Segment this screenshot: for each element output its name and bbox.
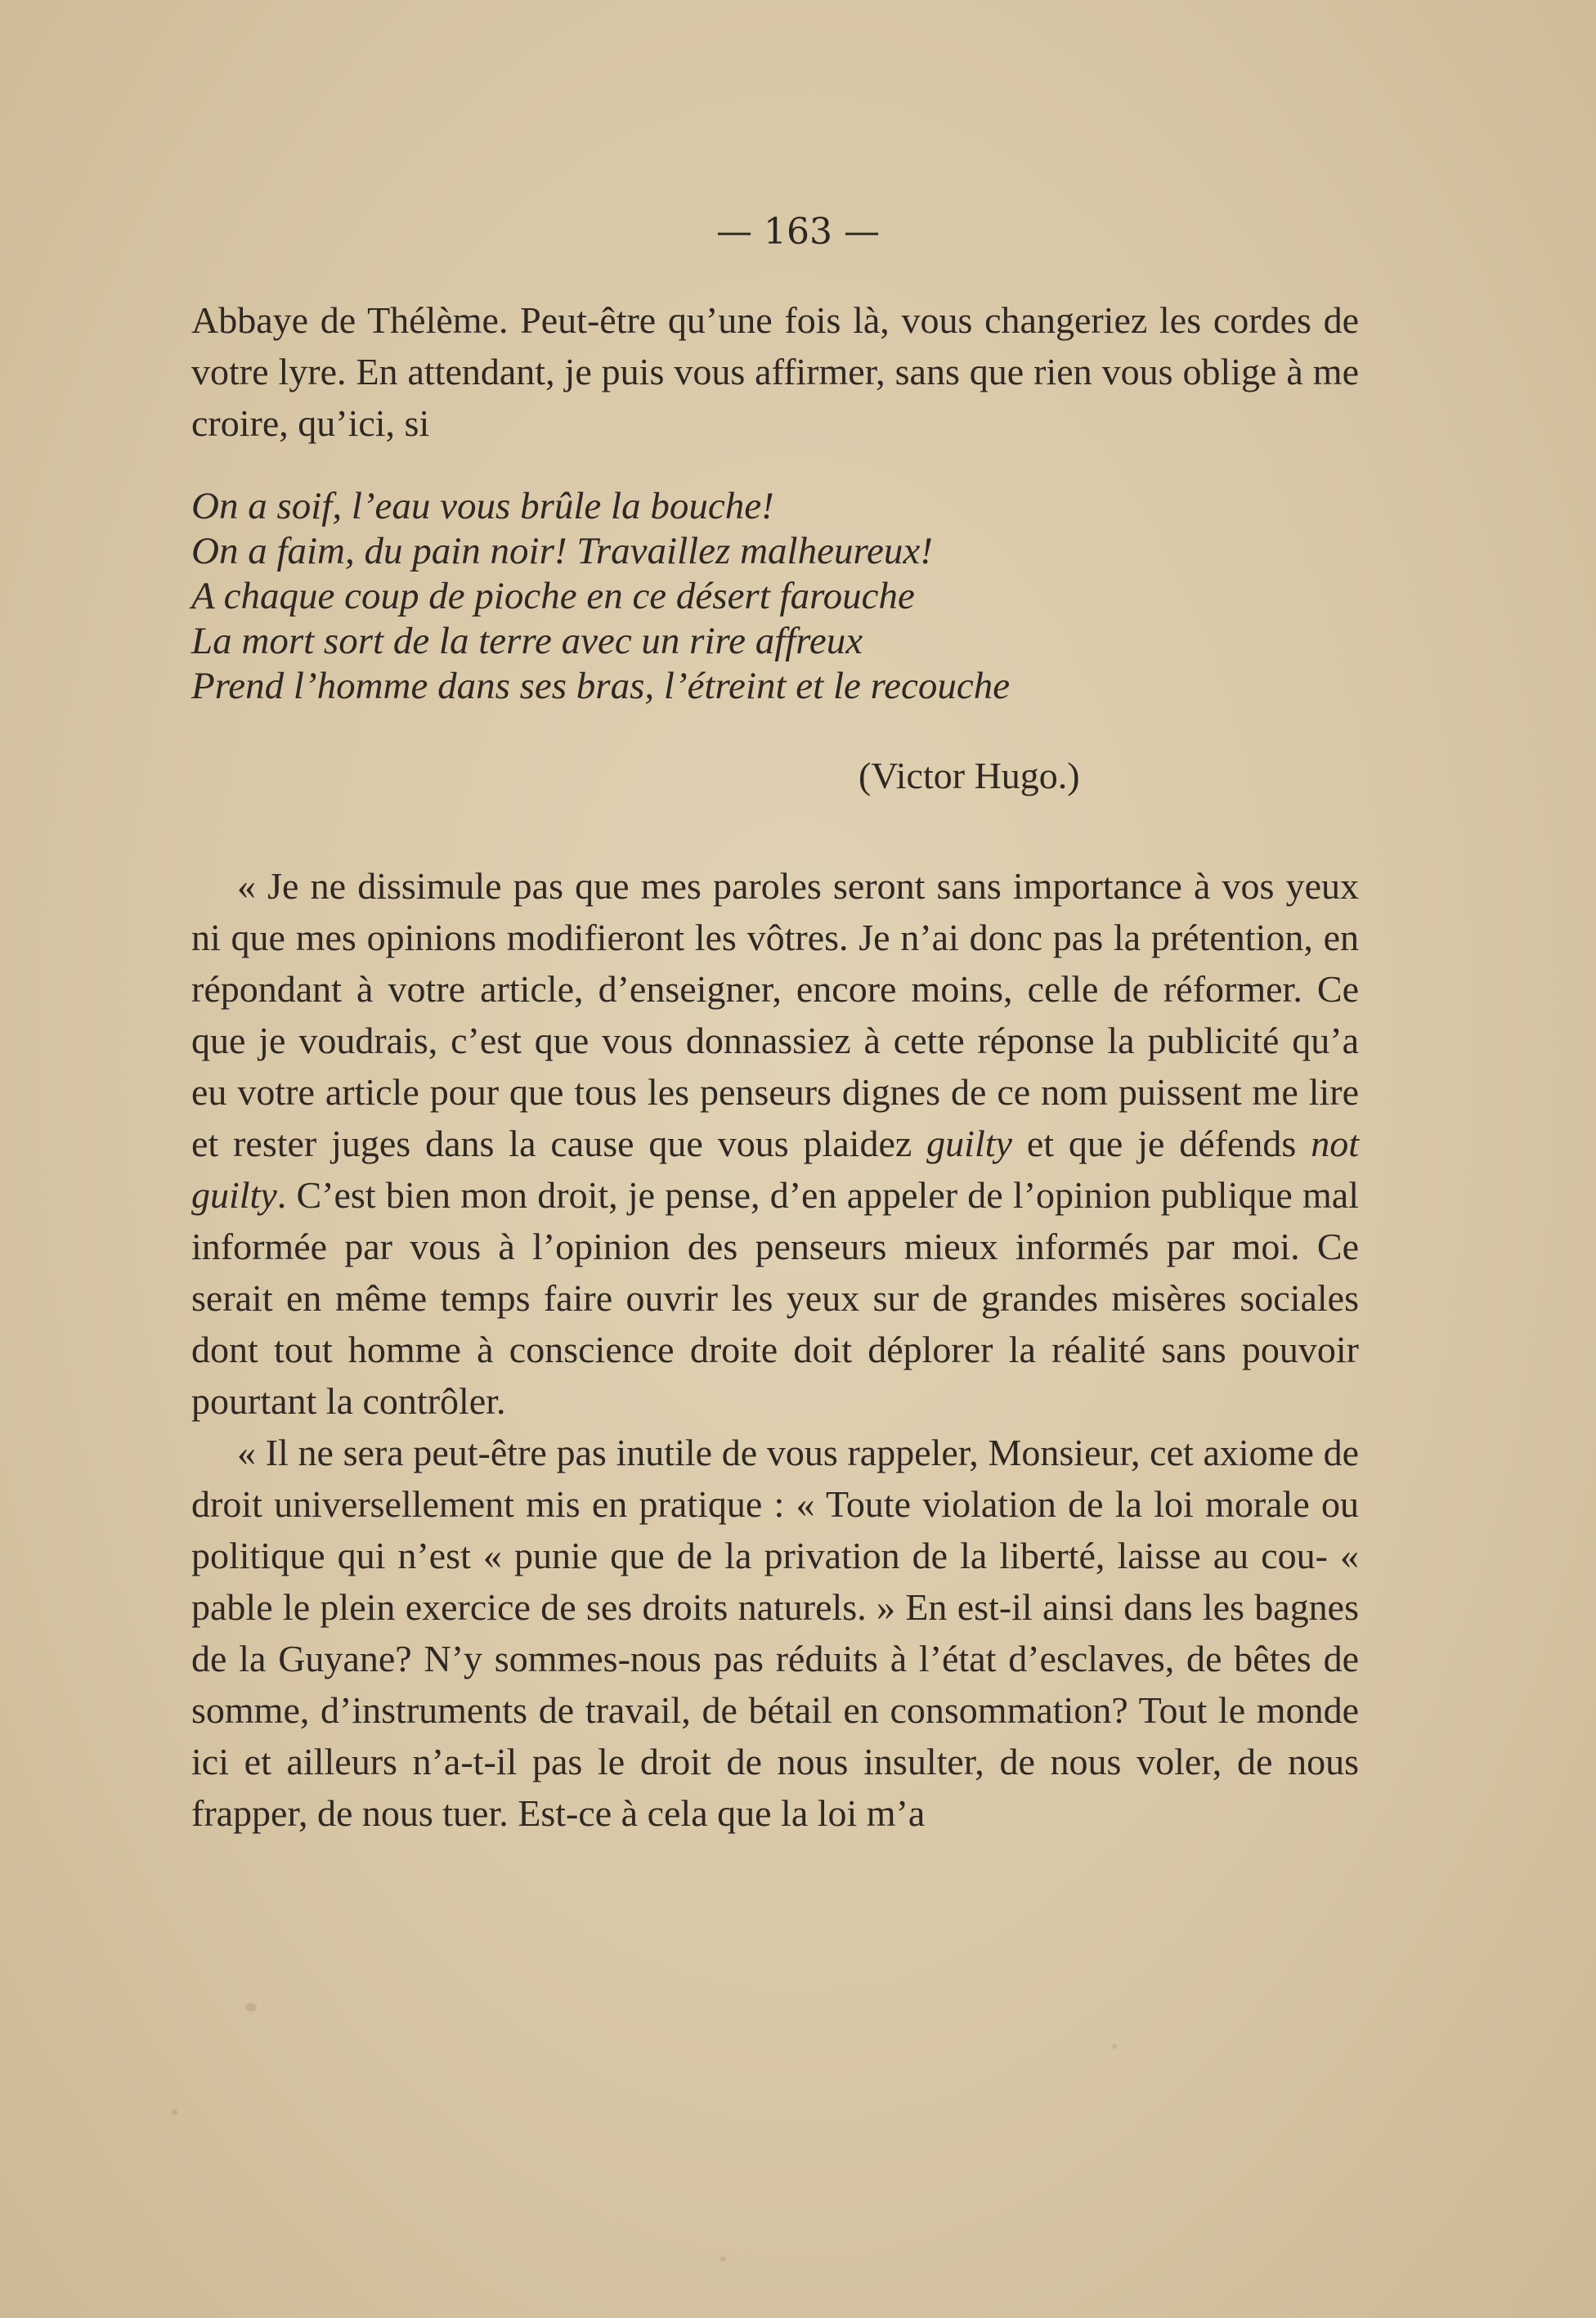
emphasis-guilty: guilty: [926, 1123, 1012, 1164]
paper-stain: [720, 2257, 726, 2262]
poem-line: Prend l’homme dans ses bras, l’étreint et le recouche: [191, 665, 1011, 707]
paper-stain: [172, 2110, 177, 2115]
paragraph-text: « Je ne dissimule pas que mes paroles seront sans importance à vos yeux ni que mes opinions modifieront les vôtres. Je n’ai donc pas la prétention, en répondant à votre article, d’enseigner, encore moins, celle de réformer. Ce que je voudrais, c’est que vous donnassiez à cette réponse la publicité qu’a eu votre article pour que tous les penseurs dignes de ce nom puissent me lire et rester juges dans la cause que vous plaidez: [191, 865, 1359, 1164]
paper-stain: [245, 2003, 257, 2011]
poem-quotation: [191, 484, 1359, 709]
paper-stain: [1112, 2044, 1117, 2049]
intro-paragraph: [191, 294, 1359, 449]
poem-attribution: (Victor Hugo.): [859, 755, 1080, 796]
paragraph-text: . C’est bien mon droit, je pense, d’en appeler de l’opinion publique mal informée par vous à l’opinion des penseurs mieux informés par moi. Ce serait en même temps faire ouvrir les yeux sur de grandes misères sociales dont tout homme à conscience droite doit déplorer la réalité sans pouvoir pourtant la contrôler.: [191, 1174, 1359, 1422]
intro-text: Abbaye de Thélème. Peut-être qu’une fois là, vous changeriez les cordes de votre lyre. En attendant, je puis vous affirmer, sans que rien vous oblige à me croire, qu’ici, si: [191, 299, 1359, 444]
poem-line: On a soif, l’eau vous brûle la bouche!: [191, 485, 774, 527]
poem-line: A chaque coup de pioche en ce désert farouche: [191, 575, 915, 617]
paragraph-text: et que je défends: [1011, 1123, 1311, 1164]
poem-line: On a faim, du pain noir! Travaillez malheureux!: [191, 530, 933, 572]
emphasis-not-guilty: not guilty: [191, 1123, 1359, 1216]
letter-body: [191, 860, 1359, 1839]
poem-line: La mort sort de la terre avec un rire affreux: [191, 620, 863, 662]
letter-paragraph-1: [191, 860, 1359, 1427]
page-number: — 163 —: [716, 211, 880, 253]
letter-paragraph-2: « Il ne sera peut-être pas inutile de vous rappeler, Monsieur, cet axiome de droit universellement mis en pratique : « Toute violation de la loi morale ou politique qui n’est « punie que de la privation de la liberté, laisse au cou- « pable le plein exercice de ses droits naturels. » En est-il ainsi dans les bagnes de la Guyane? N’y sommes-nous pas réduits à l’état d’esclaves, de bêtes de somme, d’instruments de travail, de bétail en consommation? Tout le monde ici et ailleurs n’a-t-il pas le droit de nous insulter, de nous voler, de nous frapper, de nous tuer. Est-ce à cela que la loi m’a: [191, 1432, 1359, 1834]
